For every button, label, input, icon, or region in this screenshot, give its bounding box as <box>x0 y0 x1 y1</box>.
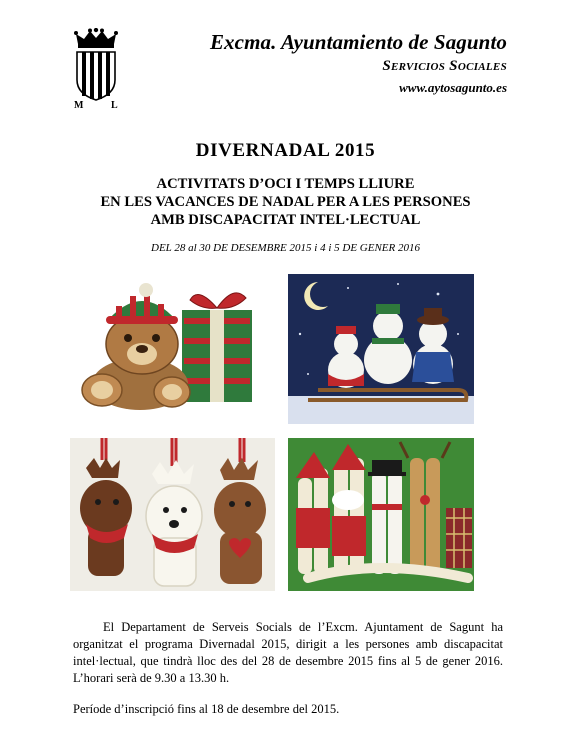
organization-name: Excma. Ayuntamiento de Sagunto <box>209 30 507 54</box>
shield-icon <box>77 52 115 100</box>
event-subtitle <box>0 175 571 229</box>
subtitle-line: AMB DISCAPACITAT INTEL·LECTUAL <box>150 212 421 228</box>
crown-icon <box>74 28 118 48</box>
website-link[interactable]: www.aytosagunto.es <box>399 80 507 95</box>
subtitle-line: EN LES VACANCES DE NADAL PER A LES PERSONES <box>100 194 471 210</box>
teddy-bear-icon <box>82 283 190 410</box>
plaid-ribbon-icon <box>446 508 472 568</box>
snowmen-sled-image <box>288 274 474 424</box>
santa-craft-icon <box>332 444 366 574</box>
subtitle-line: ACTIVITATS D’OCI I TEMPS LLIURE <box>156 176 415 192</box>
event-dates: DEL 28 al 30 DE DESEMBRE 2015 i 4 i 5 DE GENER 2016 <box>151 242 420 254</box>
logo-letter-m: M <box>74 100 84 111</box>
popsicle-stick-crafts-image <box>288 438 474 591</box>
department-name: Servicios Sociales <box>382 58 507 74</box>
event-title: DIVERNADAL 2015 <box>195 140 376 161</box>
logo-letter-l: L <box>111 100 118 111</box>
registration-deadline: Període d’inscripció fins al 18 de desembre del 2015. <box>73 702 340 716</box>
program-description: El Departament de Serveis Socials de l’Excm. Ajuntament de Sagunt ha organitzat el programa Divernadal 2015, dirigit a les persones amb discapacitat intel·lectual, que tindrà lloc des del 28 de desembre 2015 fins al 5 de gener 2016. L’horari serà de 9.30 a 13.30 h. <box>73 620 503 685</box>
teddy-bear-gift-image <box>70 272 275 424</box>
gift-box-icon <box>182 293 252 402</box>
coat-of-arms-logo <box>68 28 124 112</box>
felt-reindeer-image <box>70 438 275 591</box>
